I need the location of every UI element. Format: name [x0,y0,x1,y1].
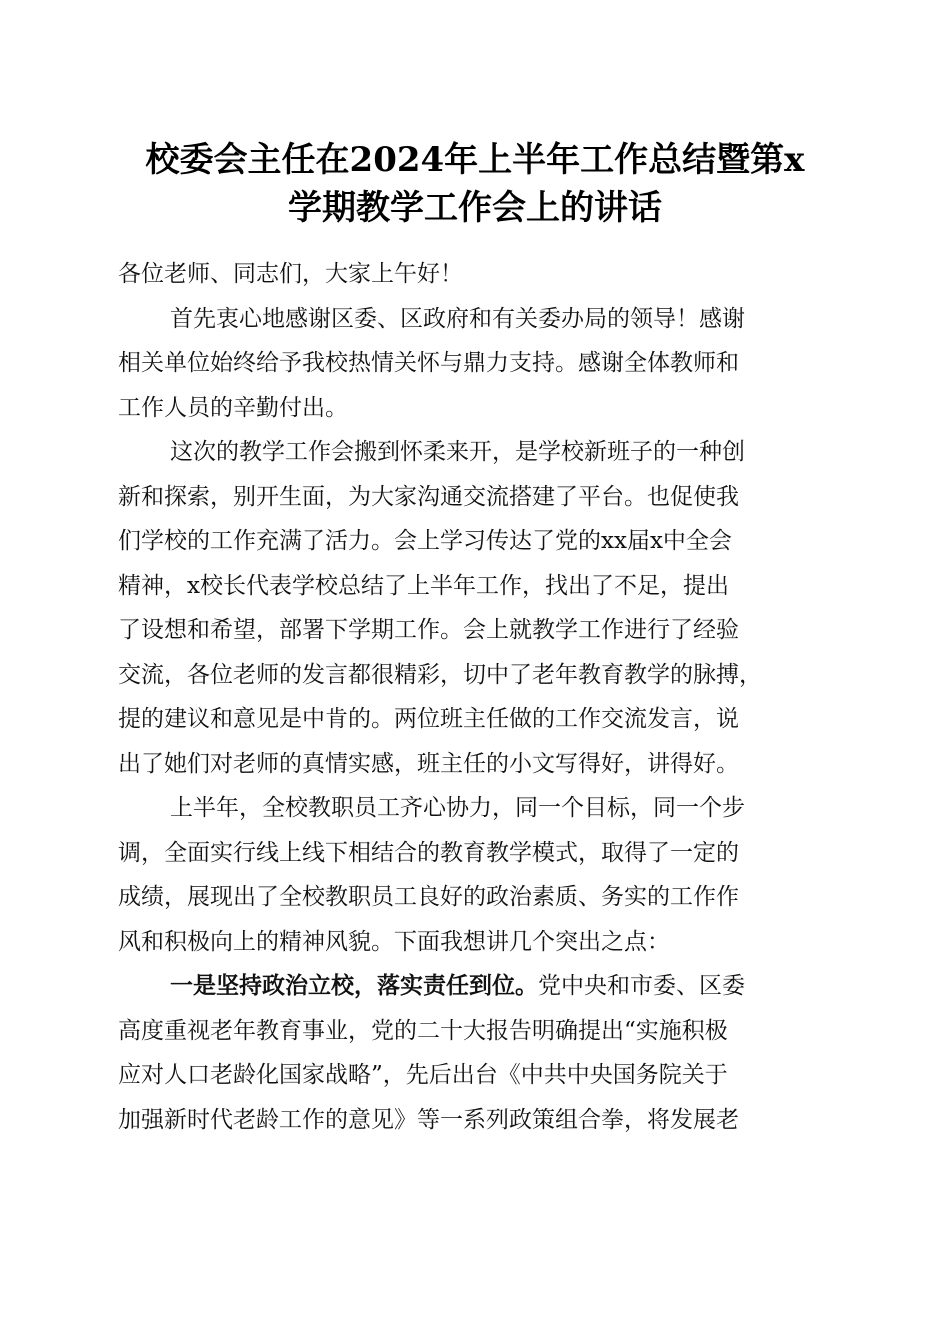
paragraph-line: 应对人口老龄化国家战略”，先后出台《中共中央国务院关于 [118,1062,728,1088]
greeting-line: 各位老师、同志们，大家上午好！ [118,261,463,287]
bold-lead-text: 一是坚持政治立校，落实责任到位。 [170,972,538,999]
paragraph-line: 首先衷心地感谢区委、区政府和有关委办局的领导！感谢 [170,305,745,332]
document-title-line-1: 校委会主任在2024年上半年工作总结暨第x [145,140,805,180]
paragraph-line: 提的建议和意见是中肯的。两位班主任做的工作交流发言，说 [118,706,739,732]
paragraph-line [118,964,838,1009]
paragraph-line: 高度重视老年教育事业，党的二十大报告明确提出“实施积极 [118,1017,728,1044]
paragraph-line: 加强新时代老龄工作的意见》等一系列政策组合拳，将发展老 [118,1106,739,1133]
paragraph-line: 交流，各位老师的发言都很精彩，切中了老年教育教学的脉搏， [118,661,762,688]
paragraph-line: 调，全面实行线上线下相结合的教育教学模式，取得了一定的 [118,839,739,866]
paragraph-line: 相关单位始终给予我校热情关怀与鼎力支持。感谢全体教师和 [118,350,739,376]
paragraph-line: 工作人员的辛勤付出。 [118,394,348,421]
paragraph-line: 上半年，全校教职员工齐心协力，同一个目标，同一个步 [170,795,745,821]
paragraph-line: 了设想和希望，部署下学期工作。会上就教学工作进行了经验 [118,617,739,643]
paragraph-line: 这次的教学工作会搬到怀柔来开，是学校新班子的一种创 [170,439,745,465]
paragraph-line: 新和探索，别开生面，为大家沟通交流搭建了平台。也促使我 [118,483,739,510]
paragraph-line: 成绩，展现出了全校教职员工良好的政治素质、务实的工作作 [118,884,739,910]
document-title-line-2: 学期教学工作会上的讲话 [288,188,662,228]
paragraph-line: 们学校的工作充满了活力。会上学习传达了党的xx届x中全会 [118,528,732,554]
paragraph-line: 出了她们对老师的真情实感，班主任的小文写得好，讲得好。 [118,750,739,777]
paragraph-line: 精神，x校长代表学校总结了上半年工作，找出了不足，提出 [118,572,729,599]
paragraph-line: 风和积极向上的精神风貌。下面我想讲几个突出之点： [118,928,670,955]
paragraph-text: 党中央和市委、区委 [538,973,745,999]
document-body [118,252,838,1142]
